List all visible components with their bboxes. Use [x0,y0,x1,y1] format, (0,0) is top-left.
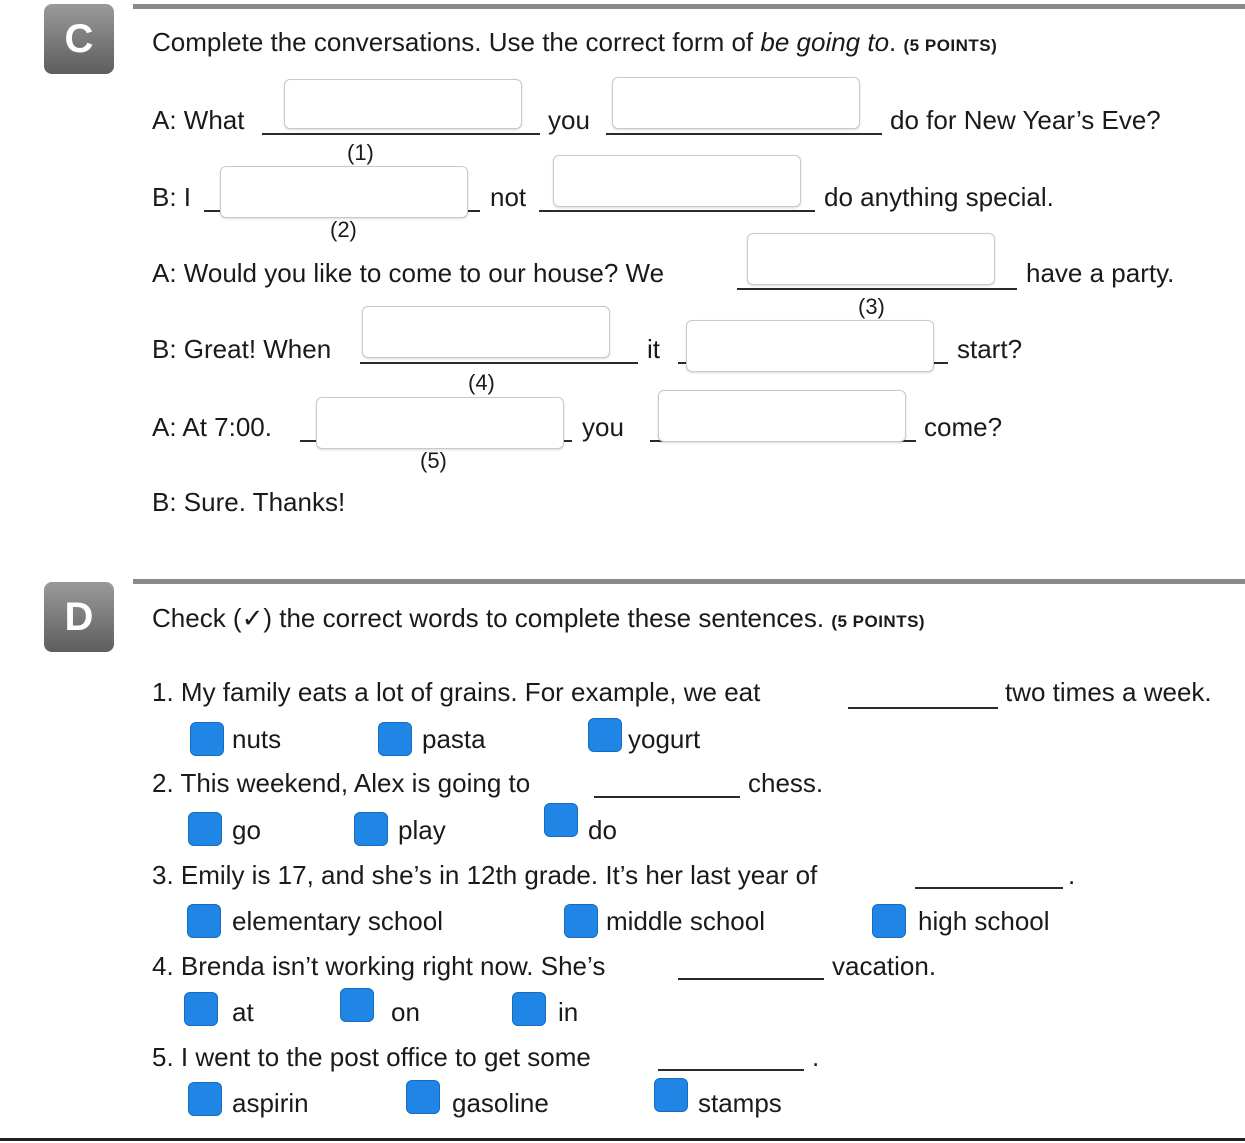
section-c-instruction [152,27,997,61]
conv-line-4-text-a: B: Great! When [152,334,332,364]
option-label: elementary school [232,906,443,936]
option-label: go [232,815,261,845]
option-label: pasta [422,724,486,754]
option-label: in [558,997,579,1027]
option-checkbox[interactable] [190,722,224,756]
conv-line-1-text-c: do for New Year’s Eve? [890,105,1161,135]
option-label: play [398,815,446,845]
blank-number-3: (3) [858,294,885,319]
option-checkbox[interactable] [406,1080,440,1114]
blank-1a-line [262,133,540,135]
option-checkbox[interactable] [184,992,218,1026]
conv-line-1-text-a: A: What [152,105,245,135]
option-checkbox[interactable] [512,992,546,1026]
question-2-text-b: chess. [748,768,824,798]
conv-line-2-text-a: B: I [152,182,192,212]
conv-line-4-text-b: it [647,334,660,364]
instruction-text: Complete the conversations. Use the correct form of [152,27,761,57]
blank-3-line [737,288,1017,290]
conv-line-1-text-b: you [548,105,590,135]
blank-number-1: (1) [347,140,374,165]
answer-input-5a[interactable] [316,397,564,449]
question-2-blank [594,796,740,798]
instruction-end: . [889,27,897,57]
answer-input-5b[interactable] [658,390,906,442]
question-5-blank [658,1069,804,1071]
conv-line-5-text-b: you [582,412,624,442]
question-5-text-b: . [812,1042,820,1072]
conv-line-3-text-a: A: Would you like to come to our house? We [152,258,665,288]
question-4-text-a: 4. Brenda isn’t working right now. She’s [152,951,606,981]
conv-line-5-text-c: come? [924,412,1003,442]
option-label: yogurt [628,724,701,754]
option-label: at [232,997,254,1027]
answer-input-1a[interactable] [284,79,522,129]
blank-1b-line [606,133,882,135]
blank-number-4: (4) [468,370,495,395]
option-checkbox[interactable] [188,812,222,846]
question-1-text-b: two times a week. [1005,677,1212,707]
question-3-blank [915,887,1063,889]
option-label: aspirin [232,1088,309,1118]
blank-number-2: (2) [330,217,357,242]
answer-input-1b[interactable] [612,77,860,129]
section-d-points: (5 POINTS) [831,612,926,631]
instruction-emphasis: be going to [760,27,890,57]
conv-line-5-text-a: A: At 7:00. [152,412,272,442]
option-checkbox[interactable] [872,904,906,938]
conv-line-2-text-c: do anything special. [824,182,1054,212]
section-c-points: (5 POINTS) [903,36,998,55]
answer-input-4b[interactable] [686,320,934,372]
section-d-instruction [152,603,925,637]
option-label: on [391,997,420,1027]
blank-number-5: (5) [420,448,447,473]
question-1-blank [848,707,998,709]
question-2-text-a: 2. This weekend, Alex is going to [152,768,531,798]
answer-input-4a[interactable] [362,306,610,358]
option-checkbox[interactable] [378,722,412,756]
page-bottom-border [0,1138,1245,1141]
option-checkbox[interactable] [187,904,221,938]
section-d-divider [133,579,1245,584]
option-checkbox[interactable] [354,812,388,846]
section-c-divider [133,4,1245,9]
option-label: middle school [606,906,765,936]
option-checkbox[interactable] [340,988,374,1022]
question-4-text-b: vacation. [832,951,937,981]
option-checkbox[interactable] [544,803,578,837]
answer-input-2b[interactable] [553,155,801,207]
question-3-text-a: 3. Emily is 17, and she’s in 12th grade. It’s her last year of [152,860,818,890]
question-5-text-a: 5. I went to the post office to get some [152,1042,591,1072]
option-checkbox[interactable] [588,718,622,752]
question-4-blank [678,978,824,980]
conv-line-4-text-c: start? [957,334,1023,364]
option-label: nuts [232,724,282,754]
question-1-text-a: 1. My family eats a lot of grains. For example, we eat [152,677,761,707]
conv-line-2-text-b: not [490,182,527,212]
blank-4a-line [360,362,638,364]
section-c-badge: C [44,4,114,74]
option-checkbox[interactable] [564,904,598,938]
option-checkbox[interactable] [654,1078,688,1112]
instruction-text: Check (✓) the correct words to complete these sentences. [152,603,825,633]
option-label: do [588,815,617,845]
question-3-text-b: . [1068,860,1076,890]
section-d-badge: D [44,582,114,652]
blank-2b-line [539,210,815,212]
answer-input-2a[interactable] [220,166,468,218]
conv-line-3-text-c: have a party. [1026,258,1175,288]
option-checkbox[interactable] [188,1082,222,1116]
answer-input-3[interactable] [747,233,995,285]
option-label: stamps [698,1088,782,1118]
conv-line-6: B: Sure. Thanks! [152,487,346,517]
option-label: high school [918,906,1050,936]
option-label: gasoline [452,1088,549,1118]
